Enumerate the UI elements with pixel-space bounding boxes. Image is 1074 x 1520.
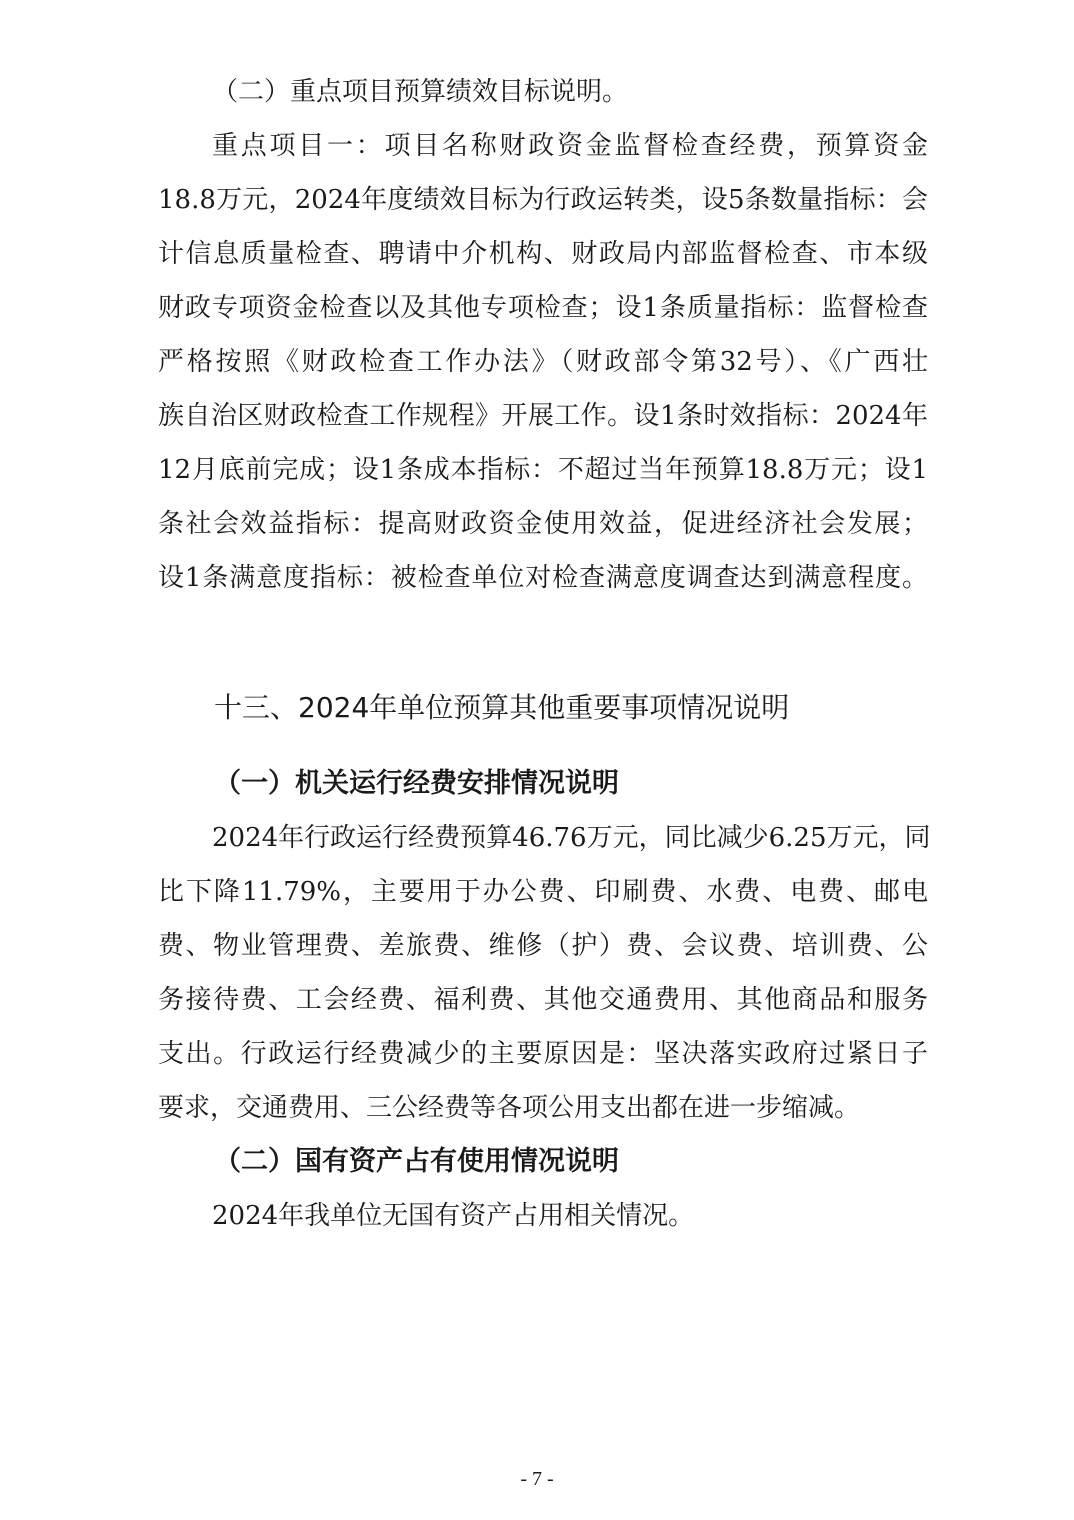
section-13-heading: 十三、2024年单位预算其他重要事项情况说明 (214, 691, 790, 724)
section-heading-key-projects: （二）重点项目预算绩效目标说明。 (212, 77, 629, 107)
paragraph-line: 族自治区财政检查工作规程》开展工作。设1条时效指标：2024年 (158, 401, 928, 431)
paragraph-line: 务接待费、工会经费、福利费、其他交通费用、其他商品和服务 (158, 985, 928, 1015)
paragraph-line: 财政专项资金检查以及其他专项检查；设1条质量指标：监督检查 (158, 293, 928, 323)
paragraph-line: 18.8万元，2024年度绩效目标为行政运转类，设5条数量指标：会 (158, 185, 928, 215)
paragraph-line: 重点项目一：项目名称财政资金监督检查经费，预算资金 (212, 131, 928, 161)
paragraph-line: 费、物业管理费、差旅费、维修（护）费、会议费、培训费、公 (158, 931, 928, 961)
subsection-heading-operating-expenses: （一）机关运行经费安排情况说明 (214, 768, 619, 799)
paragraph-line: 计信息质量检查、聘请中介机构、财政局内部监督检查、市本级 (158, 239, 928, 269)
paragraph-line: 2024年我单位无国有资产占用相关情况。 (212, 1201, 695, 1231)
paragraph-line: 严格按照《财政检查工作办法》（财政部令第32号）、《广西壮 (158, 347, 928, 377)
page-number: - 7 - (520, 1468, 554, 1490)
paragraph-line: 2024年行政运行经费预算46.76万元，同比减少6.25万元，同 (212, 823, 931, 853)
paragraph-line: 支出。行政运行经费减少的主要原因是：坚决落实政府过紧日子 (158, 1039, 928, 1069)
paragraph-line: 要求，交通费用、三公经费等各项公用支出都在进一步缩减。 (158, 1093, 861, 1123)
paragraph-line: 12月底前完成；设1条成本指标：不超过当年预算18.8万元；设1 (158, 455, 928, 485)
paragraph-line: 条社会效益指标：提高财政资金使用效益，促进经济社会发展； (158, 509, 928, 539)
subsection-heading-state-assets: （二）国有资产占有使用情况说明 (214, 1146, 619, 1177)
paragraph-line: 设1条满意度指标：被检查单位对检查满意度调查达到满意程度。 (158, 563, 928, 593)
paragraph-line: 比下降11.79%，主要用于办公费、印刷费、水费、电费、邮电 (158, 877, 928, 907)
